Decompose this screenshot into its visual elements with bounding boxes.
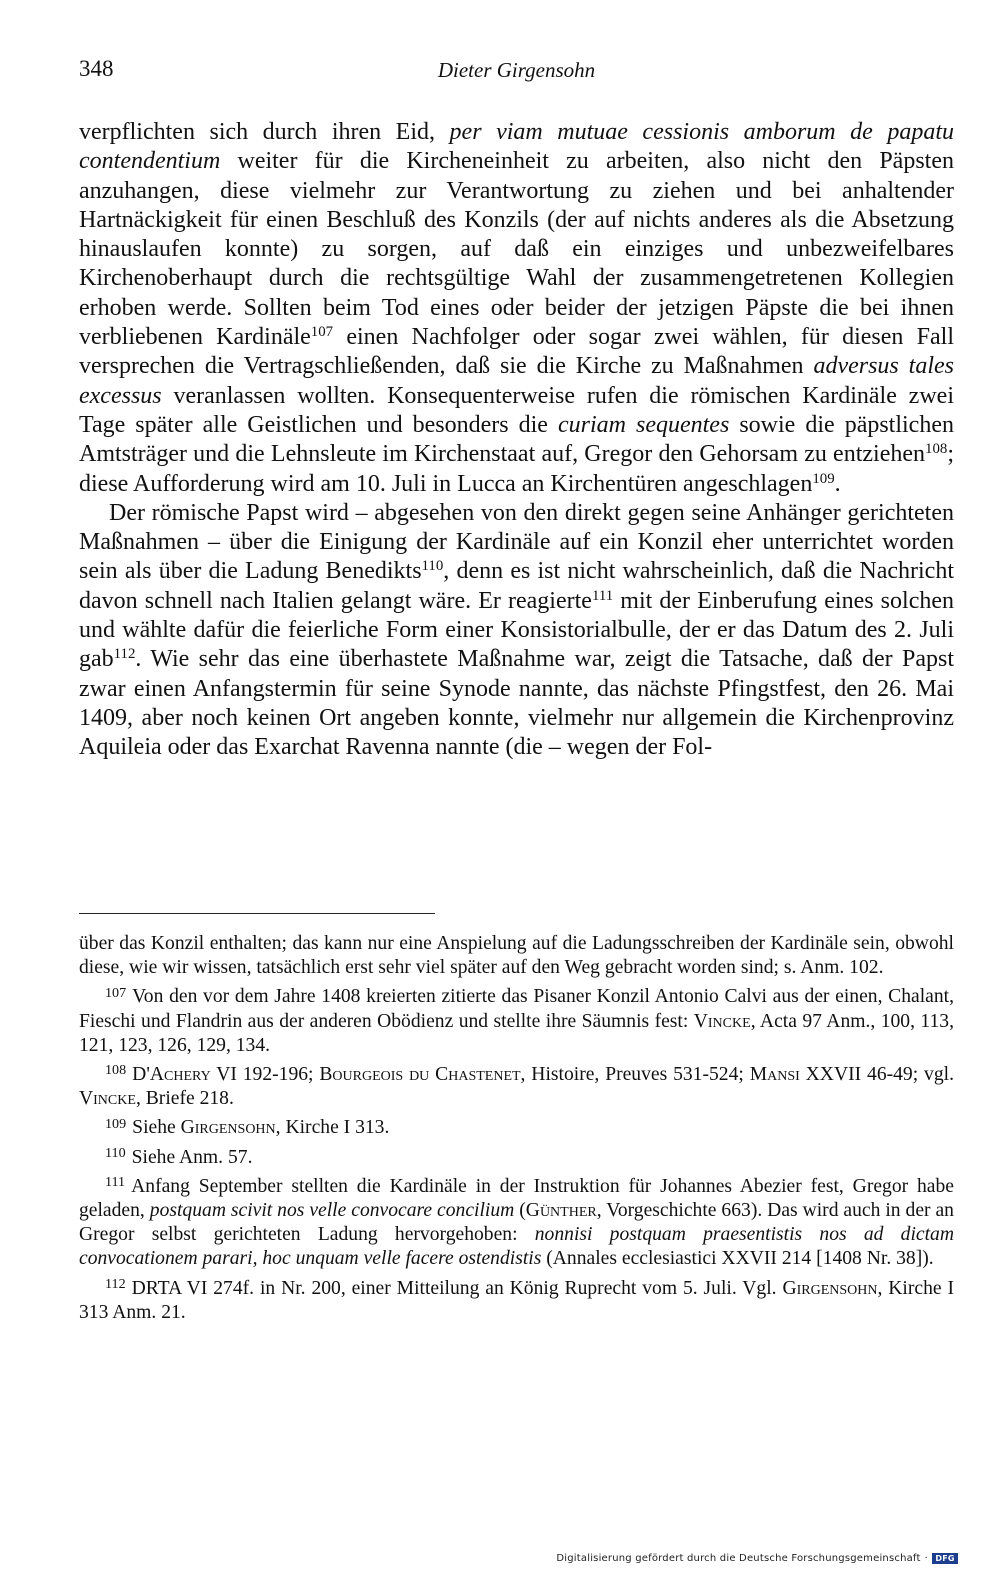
footnote-108: $^{108}$ D'Achery VI 192-196; Bourgeois du Chastenet, Histoire, Preuves 531-524; Mansi XXVII 46-49; vgl. Vincke, Briefe 218.: [79, 1062, 954, 1110]
footnote-ref-109[interactable]: 109: [812, 470, 835, 487]
footnote-number: 111: [105, 1174, 126, 1191]
paragraph-2: Der römische Papst wird – abgesehen von den direkt gegen seine Anhänger gerichteten Maßnahmen – über die Einigung der Kardinäle auf ein Konzil eher unterrichtet worden sein als über die Ladung Benedikts$^{110}$, denn es ist nicht wahrscheinlich, daß die Nachricht davon schnell nach Italien gelangt wäre. Er reagierte$^{111}$ mit der Einberufung eines solchen und wählte dafür die feierliche Form einer Konsistorialbulle, der er das Datum des 2. Juli gab$^{112}$. Wie sehr das eine überhastete Maßnahme war, zeigt die Tatsache, daß der Papst zwar einen Anfangstermin für seine Synode nannte, das nächste Pfingstfest, den 26. Mai 1409, aber noch keinen Ort angeben konnte, vielmehr nur allgemein die Kirchenprovinz Aquileia oder das Exarchat Ravenna nannte (die – wegen der Fol-: [79, 499, 954, 761]
footnotes: [79, 932, 954, 1330]
author-name: D'Achery: [132, 1064, 211, 1086]
latin-quote: postquam scivit nos velle convocare concilium: [149, 1200, 515, 1222]
footnote-number: 112: [105, 1276, 126, 1292]
footnote-112: $^{112}$ DRTA VI 274f. in Nr. 200, einer Mitteilung an König Ruprecht vom 5. Juli. Vgl. Girgensohn, Kirche I 313 Anm. 21.: [79, 1276, 954, 1323]
footnote-divider: [79, 913, 435, 914]
credit-text: Digitalisierung gefördert durch die Deutsche Forschungsgemeinschaft: [556, 1553, 921, 1564]
footnote-ref-107[interactable]: 107: [310, 323, 334, 340]
page-number: 348: [79, 56, 114, 81]
author-name: Girgensohn: [782, 1277, 878, 1299]
author-name: Mansi: [749, 1064, 800, 1086]
footnote-110: $^{110}$ Siehe Anm. 57.: [105, 1144, 253, 1168]
footnote-ref-108[interactable]: 108: [925, 441, 948, 458]
footnote-107: $^{107}$ Von den vor dem Jahre 1408 kreierten zitierte das Pisaner Konzil Antonio Calvi aus der einen, Chalant, Fieschi und Flandrin aus der anderen Obödienz und stellte ihre Säumnis fest: Vincke, Acta 97 Anm., 100, 113, 121, 123, 126, 129, 134.: [79, 984, 954, 1056]
footnote-ref-112[interactable]: 112: [113, 646, 136, 663]
footnote-continuation: über das Konzil enthalten; das kann nur eine Anspielung auf die Ladungsschreiben der Kardinäle sein, obwohl diese, wie wir wissen, tatsächlich erst sehr viel später auf den Weg gebracht worden sind; s. Anm. 102.: [79, 933, 954, 979]
author-name: Bourgeois du Chastenet: [319, 1064, 521, 1086]
latin-quote: nonnisi postquam praesentistis nos ad dictam convocationem parari, hoc unquam velle facere ostendistis: [79, 1224, 954, 1270]
digitization-credit: Digitalisierung gefördert durch die Deutsche Forschungsgemeinschaft · DFG: [556, 1553, 958, 1564]
latin-quote: adversus tales excessus: [79, 353, 954, 409]
footnote-number: 108: [105, 1062, 127, 1079]
body-text: [79, 118, 954, 763]
footnote-number: 107: [105, 984, 127, 1001]
footnote-ref-110[interactable]: 110: [421, 558, 444, 575]
dfg-logo-icon: DFG: [932, 1553, 958, 1564]
footnote-number: 110: [105, 1144, 126, 1161]
footnote-109: $^{109}$ Siehe Girgensohn, Kirche I 313.: [105, 1115, 390, 1139]
author-name: Girgensohn: [180, 1117, 276, 1139]
running-head-author: Dieter Girgensohn: [437, 58, 596, 82]
footnote-ref-111[interactable]: 111: [591, 587, 614, 604]
latin-quote: curiam sequentes: [557, 411, 730, 438]
page-header: [79, 56, 954, 90]
footnote-111: $^{111}$ Anfang September stellten die Kardinäle in der Instruktion für Johannes Abezier fest, Gregor habe geladen, postquam scivit nos velle convocare concilium (Günther, Vorgeschichte 663). Das wird auch in der an Gregor selbst gerichteten Ladung hervorgehoben: nonnisi postquam praesentistis nos ad dictam convocationem parari, hoc unquam velle facere ostendistis (Annales ecclesiastici XXVII 214 [1408 Nr. 38]).: [79, 1174, 954, 1270]
latin-quote: per viam mutuae cessionis amborum de papatu contendentium: [79, 119, 955, 175]
author-name: Günther: [525, 1200, 597, 1222]
author-name: Vincke: [79, 1088, 136, 1110]
paragraph-1: verpflichten sich durch ihren Eid, per viam mutuae cessionis amborum de papatu contendentium weiter für die Kircheneinheit zu arbeiten, also nicht den Päpsten anzuhangen, diese vielmehr zur Verantwortung zu ziehen und bei anhaltender Hartnäckigkeit für einen Beschluß des Konzils (der auf nichts anderes als die Absetzung hinauslaufen konnte) zu sorgen, auf daß ein einziges und unbezweifelbares Kirchenoberhaupt durch die rechtsgültige Wahl der zusammengetretenen Kollegien erhoben werde. Sollten beim Tod eines oder beider der jetzigen Päpste die bei ihnen verbliebenen Kardinäle$^{107}$ einen Nachfolger oder sogar zwei wählen, für diesen Fall versprechen die Vertragschließenden, daß sie die Kirche zu Maßnahmen adversus tales excessus veranlassen wollten. Konsequenterweise rufen die römischen Kardinäle zwei Tage später alle Geistlichen und besonders die curiam sequentes sowie die päpstlichen Amtsträger und die Lehnsleute im Kirchenstaat auf, Gregor den Gehorsam zu entziehen$^{108}$; diese Aufforderung wird am 10. Juli in Lucca an Kirchentüren angeschlagen$^{109}$.: [79, 119, 955, 497]
footnote-number: 109: [105, 1115, 127, 1132]
author-name: Vincke: [693, 1010, 751, 1032]
